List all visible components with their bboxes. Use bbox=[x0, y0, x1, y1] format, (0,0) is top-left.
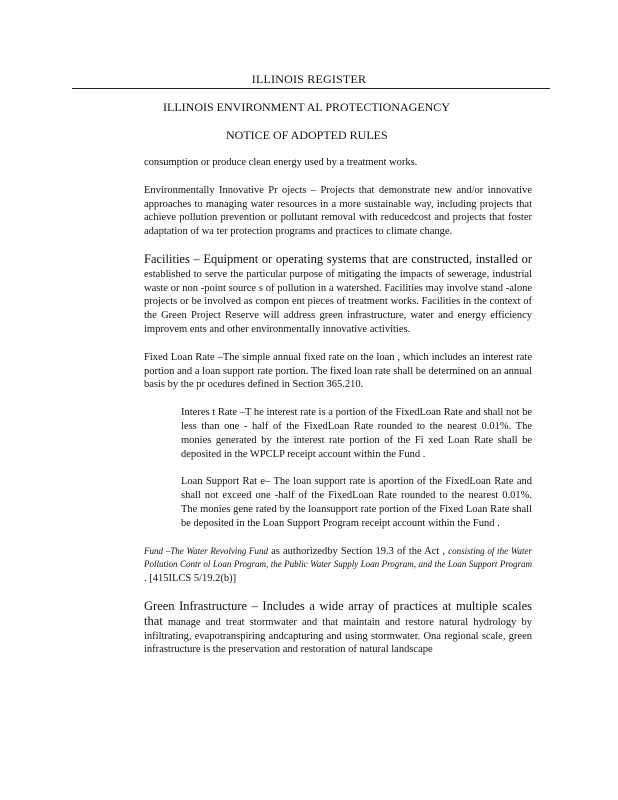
definition-green-infrastructure bbox=[144, 600, 532, 657]
paragraph-consumption: consumption or produce clean energy used by a treatment works. bbox=[144, 157, 418, 168]
fund-text: as authorizedby Section 19.3 of the Act , bbox=[268, 545, 446, 557]
definition-facilities bbox=[144, 253, 532, 337]
definition-interest-rate: Interes t Rate –T he interest rate is a portion of the FixedLoan Rate and shall not be less than one - half of the FixedLoan Rate rounded to the nearest 0.01%. The monies generated by the interest rate portion of the Fi xed Loan Rate shall be deposited in the WPCLP receipt account within the Fund . bbox=[181, 407, 532, 460]
fund-term: Fund –The Water Revolving Fund bbox=[144, 545, 269, 556]
fund-citation: . [415ILCS 5/19.2(b)] bbox=[144, 573, 237, 585]
definition-text: established to serve the particular purpose of mitigating the impacts of sewerage, industrial waste or non -point source s of pollution in a watershed. Facilities may involve stand -alone projects or be involved as compon ent pieces of treatment works. Facilities in the context of the Green Project Reserve will address green infrastructure, water and energy efficiency improvem ents and other environmentally innovative activities. bbox=[144, 268, 532, 335]
notice-header: NOTICE OF ADOPTED RULES bbox=[226, 128, 388, 142]
definition-loan-support-rate: Loan Support Rat e– The loan support rate is aportion of the FixedLoan Rate and shall not exceed one -half of the FixedLoan Rate rounded to the nearest 0.01%. The monies gene rated by the loansupport rate portion of the Fixed Loan Rate shall be deposited in the Loan Support Program receipt account within the Fund . bbox=[181, 476, 532, 529]
definition-term: Environmentally Innovative Pr ojects – Projects that demonstrate new and/or bbox=[144, 184, 484, 196]
register-header bbox=[0, 72, 618, 87]
definition-term: Facilities – Equipment or operating systems that are constructed, installed or bbox=[144, 251, 532, 266]
definition-environmentally-innovative bbox=[144, 184, 532, 239]
document-body bbox=[144, 156, 532, 657]
fund-statute-text: consisting of the Water Pollution Contr ol Loan Program, the Public Water Supply Loan Program, and the Loan Support Program bbox=[144, 545, 532, 570]
header-rule bbox=[72, 88, 550, 89]
definition-text: manage and treat stormwater and that maintain and restore natural hydrology by infiltrating, evapotranspiring andcapturing and using stormwater. Ona regional scale, green infrastructure is the preservation and restoration of natural landscape bbox=[144, 616, 533, 656]
definition-term: Green Infrastructure – Includes a wide array of practices at multiple scales that bbox=[144, 598, 532, 628]
definition-fixed-loan-rate: Fixed Loan Rate –The simple annual fixed rate on the loan , which includes an interest rate portion and a loan support rate portion. The fixed loan rate shall be determined on an annual basis by the pr ocedures defined in Section 365.210. bbox=[144, 351, 532, 391]
register-title: ILLINOIS REGISTER bbox=[251, 72, 367, 86]
definition-text: innovative approaches to managing water resources in a more sustainable way, including projects that achieve pollution prevention or pollutant removal with reducedcost and projects that foster adaptation of wa ter protection programs and practices to climate change. bbox=[144, 184, 532, 238]
definition-fund bbox=[144, 545, 532, 586]
agency-header: ILLINOIS ENVIRONMENT AL PROTECTIONAGENCY bbox=[163, 100, 450, 114]
